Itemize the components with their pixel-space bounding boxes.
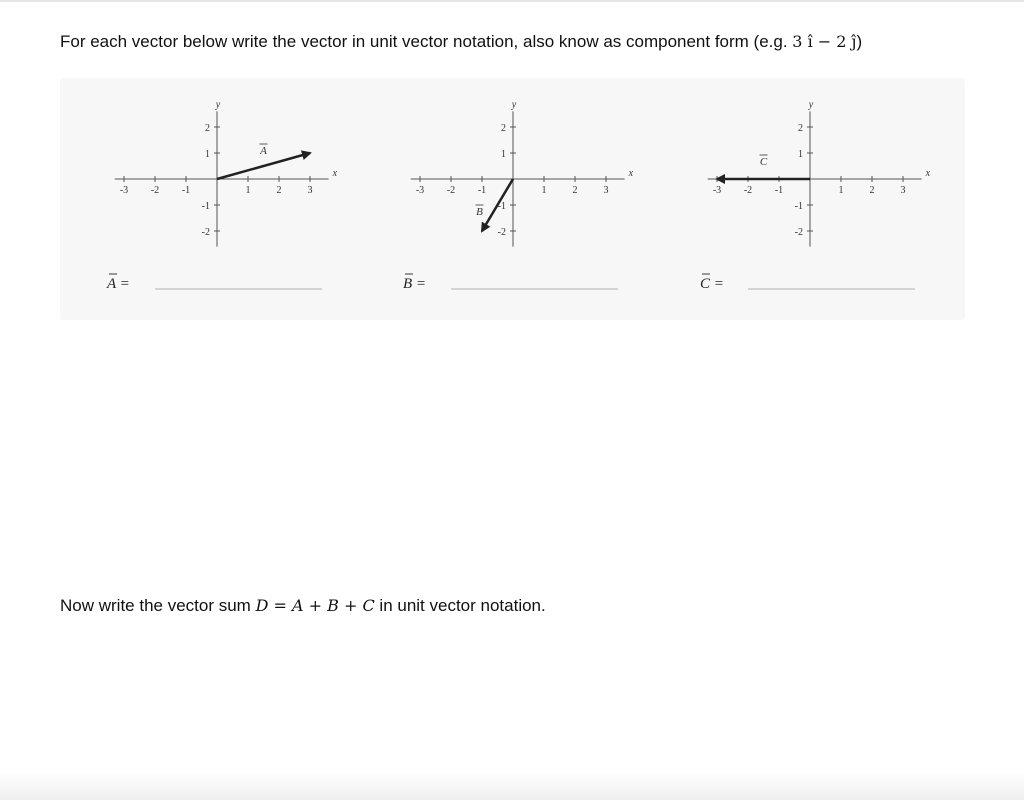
x-tick-label: -1 xyxy=(774,185,784,196)
sum-prompt-after: in unit vector notation. xyxy=(374,596,546,615)
x-tick-label: -2 xyxy=(743,185,753,196)
y-tick-label: 2 xyxy=(798,123,803,134)
y-tick-label: 1 xyxy=(205,149,210,160)
x-axis-label: x xyxy=(628,168,634,179)
y-tick-label: -2 xyxy=(497,227,506,238)
y-tick-label: -1 xyxy=(794,201,803,212)
x-tick-label: 1 xyxy=(245,185,251,196)
vector-b-label: B xyxy=(476,206,483,218)
x-tick-label: 1 xyxy=(541,185,547,196)
vector-graphs-svg xyxy=(60,78,965,320)
answer-label-c: C = xyxy=(700,276,724,292)
y-tick-label: -2 xyxy=(794,227,803,238)
x-tick-label: -2 xyxy=(446,185,456,196)
answer-label-a: A = xyxy=(107,276,130,292)
vector-b-arrow xyxy=(482,179,513,231)
sum-prompt-before: Now write the vector sum xyxy=(60,596,256,615)
instruction-close: ) xyxy=(856,32,863,51)
y-axis-label: y xyxy=(808,99,814,111)
y-tick-label: 1 xyxy=(798,149,803,160)
x-tick-label: 2 xyxy=(276,185,282,196)
y-tick-label: 1 xyxy=(501,149,506,160)
x-tick-label: 2 xyxy=(572,185,578,196)
y-tick-label: -2 xyxy=(201,227,210,238)
answer-label-b: B = xyxy=(403,276,427,292)
x-axis-label: x xyxy=(332,168,338,179)
sum-equation: D = A + B + C xyxy=(255,596,375,615)
y-tick-label: -1 xyxy=(497,201,506,212)
x-tick-label: -3 xyxy=(119,185,129,196)
x-axis-label: x xyxy=(925,168,931,179)
x-tick-label: -2 xyxy=(150,185,160,196)
y-axis-label: y xyxy=(511,99,517,111)
x-tick-label: 3 xyxy=(307,185,313,196)
x-tick-label: -3 xyxy=(415,185,425,196)
vector-a-label: A xyxy=(260,145,267,157)
y-tick-label: -1 xyxy=(201,201,210,212)
x-tick-label: -1 xyxy=(477,185,487,196)
x-tick-label: -1 xyxy=(181,185,191,196)
instructions xyxy=(60,32,862,52)
x-tick-label: 3 xyxy=(900,185,906,196)
y-tick-label: 2 xyxy=(205,123,210,134)
x-tick-label: 3 xyxy=(603,185,609,196)
y-axis-label: y xyxy=(215,99,221,111)
example-expression: 3 î − 2 ĵ xyxy=(792,32,857,51)
vector-graphs-figure xyxy=(60,78,965,320)
vector-sum-prompt xyxy=(60,596,546,616)
page-bottom-shadow xyxy=(0,772,1024,800)
y-tick-label: 2 xyxy=(501,123,506,134)
vector-c-label: C xyxy=(759,156,768,168)
instruction-text: For each vector below write the vector in unit vector notation, also know as component form (e.g. xyxy=(60,32,793,51)
x-tick-label: 2 xyxy=(869,185,875,196)
x-tick-label: 1 xyxy=(838,185,844,196)
page-top-border xyxy=(0,0,1024,2)
x-tick-label: -3 xyxy=(712,185,722,196)
